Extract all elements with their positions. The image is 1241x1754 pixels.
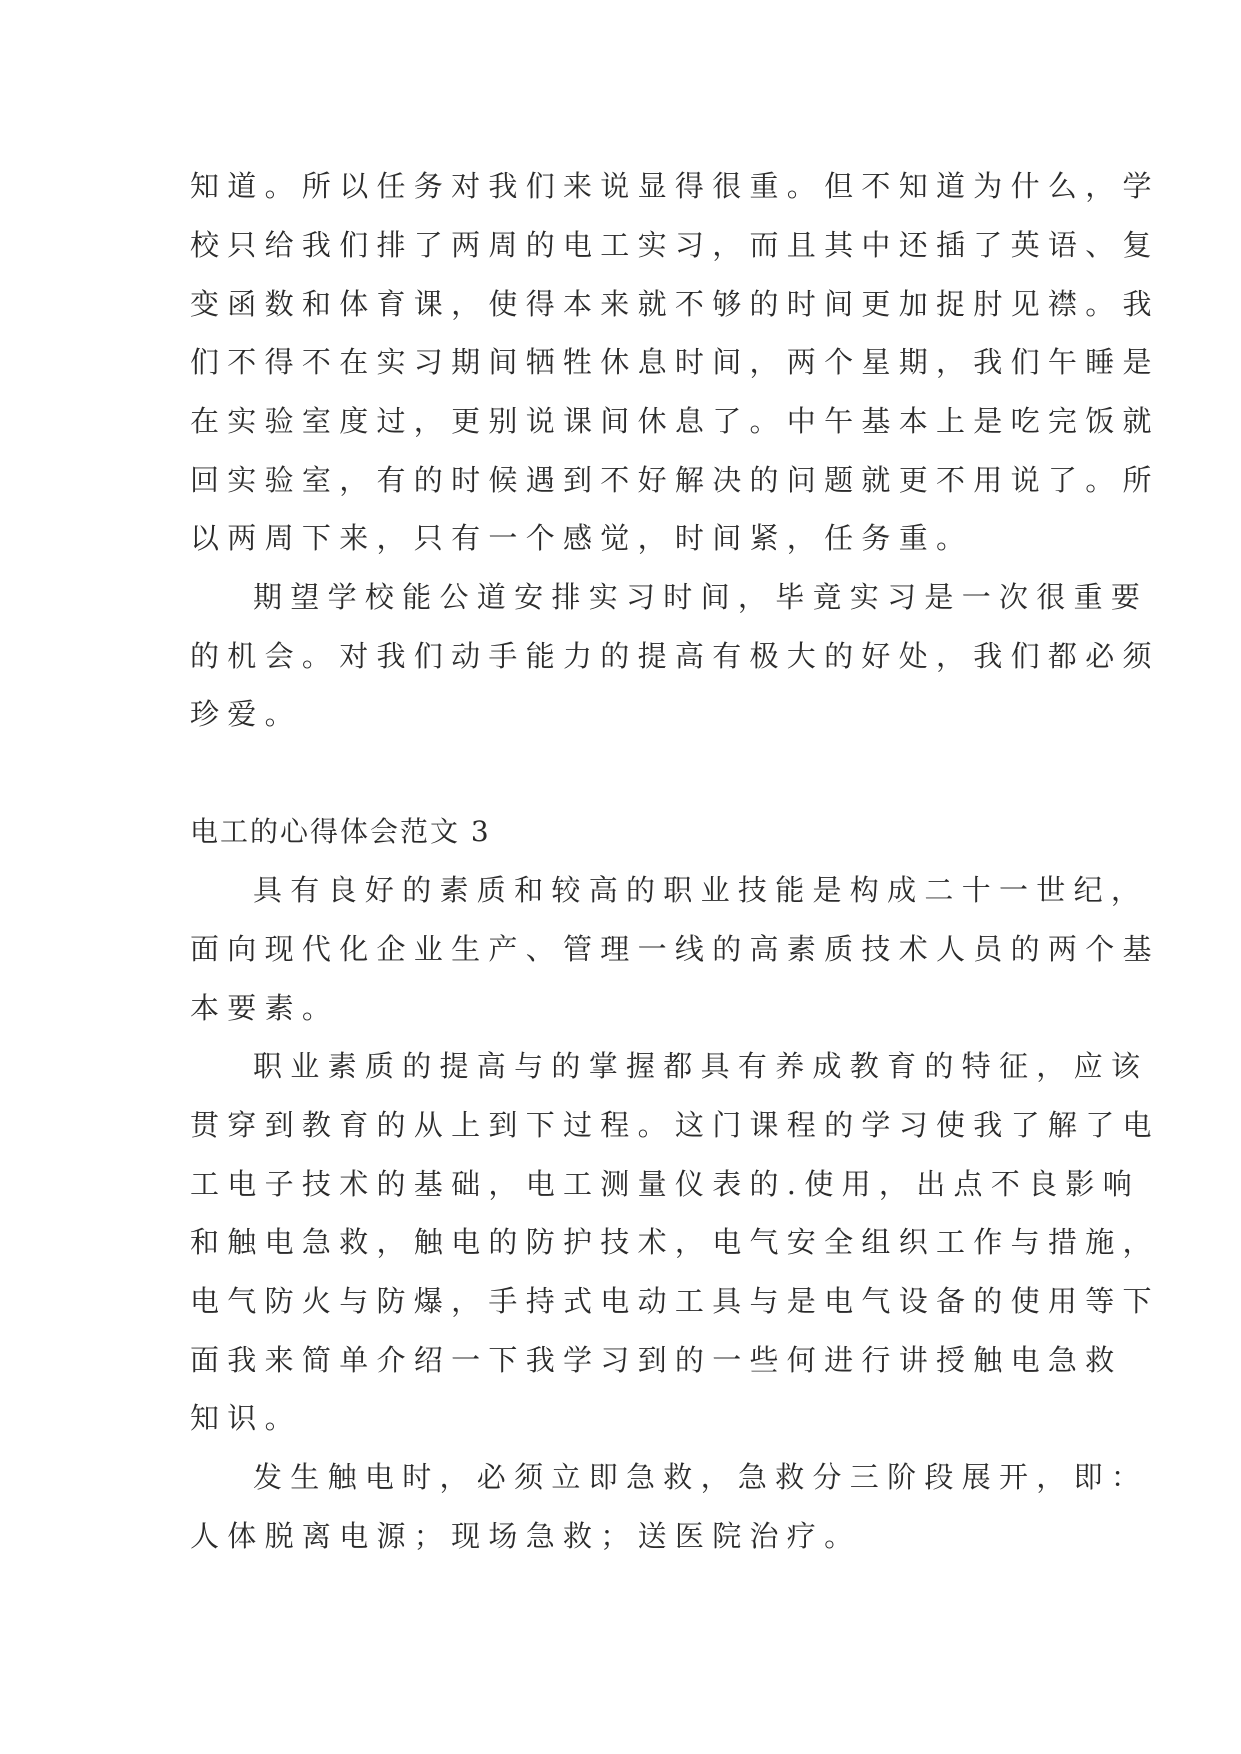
paragraph-line: 以两周下来，只有一个感觉，时间紧，任务重。	[190, 521, 974, 555]
paragraph-line: 面我来简单介绍一下我学习到的一些何进行讲授触电急救	[190, 1343, 1123, 1377]
paragraph-line: 变函数和体育课，使得本来就不够的时间更加捉肘见襟。我	[190, 287, 1160, 321]
paragraph-line: 本要素。	[190, 991, 340, 1025]
paragraph-line: 的机会。对我们动手能力的提高有极大的好处，我们都必须	[190, 639, 1160, 673]
paragraph-line: 贯穿到教育的从上到下过程。这门课程的学习使我了解了电	[190, 1108, 1160, 1142]
paragraph-line: 工电子技术的基础，电工测量仪表的.使用，出点不良影响	[190, 1167, 1141, 1201]
paragraph-line: 发生触电时，必须立即急救，急救分三阶段展开，即：	[253, 1460, 1149, 1494]
paragraph-line: 珍爱。	[190, 697, 302, 731]
paragraph-line: 面向现代化企业生产、管理一线的高素质技术人员的两个基	[190, 932, 1160, 966]
paragraph-line: 人体脱离电源；现场急救；送医院治疗。	[190, 1519, 862, 1553]
paragraph-line: 和触电急救，触电的防护技术，电气安全组织工作与措施，	[190, 1225, 1160, 1259]
paragraph-line: 期望学校能公道安排实习时间，毕竟实习是一次很重要	[253, 580, 1149, 614]
paragraph-line: 在实验室度过，更别说课间休息了。中午基本上是吃完饭就	[190, 404, 1160, 438]
section-heading: 电工的心得体会范文 3	[190, 815, 491, 848]
paragraph-line: 校只给我们排了两周的电工实习，而且其中还插了英语、复	[190, 228, 1160, 262]
paragraph-line: 知识。	[190, 1401, 302, 1435]
paragraph-line: 知道。所以任务对我们来说显得很重。但不知道为什么，学	[190, 169, 1160, 203]
paragraph-line: 回实验室，有的时候遇到不好解决的问题就更不用说了。所	[190, 463, 1160, 497]
paragraph-line: 具有良好的素质和较高的职业技能是构成二十一世纪，	[253, 873, 1149, 907]
paragraph-line: 职业素质的提高与的掌握都具有养成教育的特征，应该	[253, 1049, 1149, 1083]
paragraph-line: 们不得不在实习期间牺牲休息时间，两个星期，我们午睡是	[190, 345, 1160, 379]
paragraph-line: 电气防火与防爆，手持式电动工具与是电气设备的使用等下	[190, 1284, 1160, 1318]
